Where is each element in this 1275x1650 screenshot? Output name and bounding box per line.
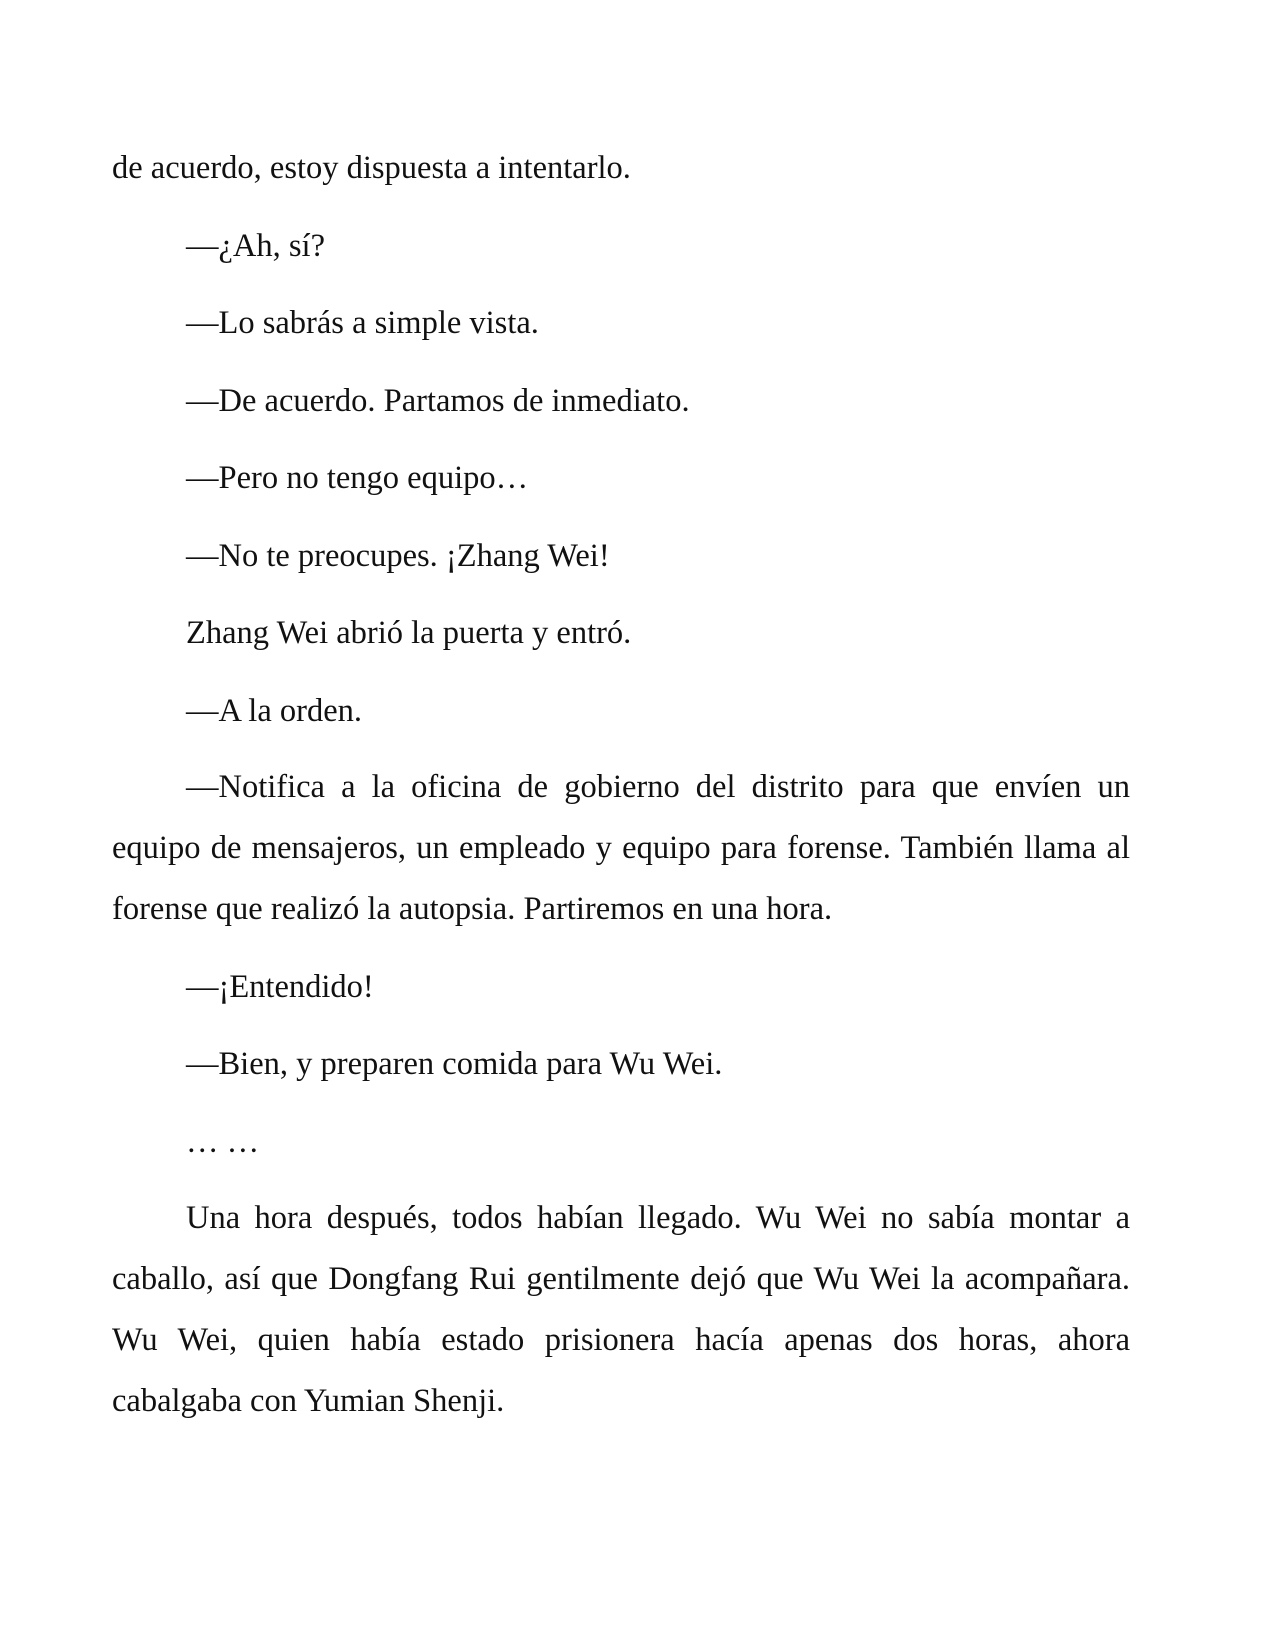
dialogue-line: —¿Ah, sí? bbox=[186, 227, 325, 264]
dialogue-line: —¡Entendido! bbox=[186, 968, 374, 1005]
narration-paragraph: Una hora después, todos habían llegado. Wu Wei no sabía montar a caballo, así que Dongfang Rui gentilmente dejó que Wu Wei la acompañara. Wu Wei, quien había estado prisionera hacía apenas dos horas, ahora cabalgaba con Yumian Shenji. bbox=[112, 1200, 1130, 1419]
scene-break: … … bbox=[186, 1123, 260, 1160]
narration-line: Zhang Wei abrió la puerta y entró. bbox=[186, 615, 632, 651]
dialogue-paragraph: —Notifica a la oficina de gobierno del distrito para que envíen un equipo de mensajeros, un empleado y equipo para forense. También llama al forense que realizó la autopsia. Partiremos en una hora. bbox=[112, 769, 1130, 927]
dialogue-line: —No te preocupes. ¡Zhang Wei! bbox=[186, 537, 610, 574]
body-text bbox=[112, 137, 1130, 1448]
dialogue-line: —Bien, y preparen comida para Wu Wei. bbox=[186, 1046, 723, 1082]
dialogue-line: —Lo sabrás a simple vista. bbox=[186, 305, 539, 341]
dialogue-line: —Pero no tengo equipo… bbox=[186, 460, 529, 496]
dialogue-line: —A la orden. bbox=[186, 692, 363, 729]
paragraph-continuation: de acuerdo, estoy dispuesta a intentarlo. bbox=[112, 150, 631, 186]
dialogue-line: —De acuerdo. Partamos de inmediato. bbox=[186, 382, 690, 419]
